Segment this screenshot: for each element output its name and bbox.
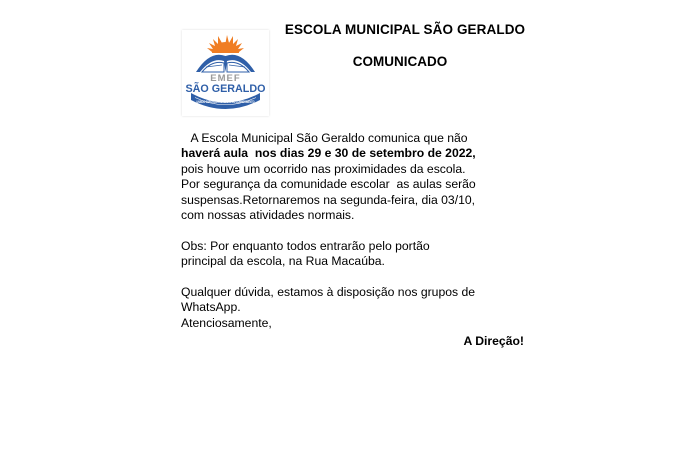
logo-ribbon [191, 93, 260, 109]
paragraph-line: Obs: Por enquanto todos entrarão pelo portão [181, 238, 430, 253]
paragraph-line: A Escola Municipal São Geraldo comunica que não [181, 131, 468, 145]
book-icon [196, 55, 255, 72]
paragraph-observation [181, 239, 541, 270]
paragraph-line: com nossas atividades normais. [181, 208, 355, 223]
paragraph-line: principal da escola, na Rua Macaúba. [181, 254, 385, 269]
logo-ribbon-text: UNINDO ESFORÇOS EM BUSCA DO CONHECIMENTO [196, 100, 255, 104]
paragraph-closing [181, 285, 541, 331]
school-logo [182, 30, 269, 116]
logo-emef-text: EMEF [210, 73, 241, 84]
paragraph-gap [181, 270, 541, 285]
logo-name-text: SÃO GERALDO [185, 83, 268, 95]
notice-title: COMUNICADO [352, 54, 448, 69]
paragraph-line: pois houve um ocorrido nas proximidades da escola. [181, 161, 466, 176]
paragraph-line: WhatsApp. [181, 300, 241, 315]
paragraph-line: Qualquer dúvida, estamos à disposição nos grupos de [181, 285, 476, 300]
signature: A Direção! [463, 334, 524, 348]
paragraph-announcement [181, 131, 541, 223]
paragraph-line: suspensas.Retornaremos na segunda-feira, dia 03/10, [181, 192, 476, 207]
sun-icon [207, 35, 244, 53]
notice-body [181, 131, 541, 331]
paragraph-line: Atenciosamente, [181, 315, 272, 330]
paragraph-gap [181, 223, 541, 238]
school-name-heading: ESCOLA MUNICIPAL SÃO GERALDO [284, 22, 526, 37]
paragraph-line: haverá aula nos dias 29 e 30 de setembro de 2022, [181, 146, 476, 161]
paragraph-line: Por segurança da comunidade escolar as aulas serão [181, 177, 476, 192]
